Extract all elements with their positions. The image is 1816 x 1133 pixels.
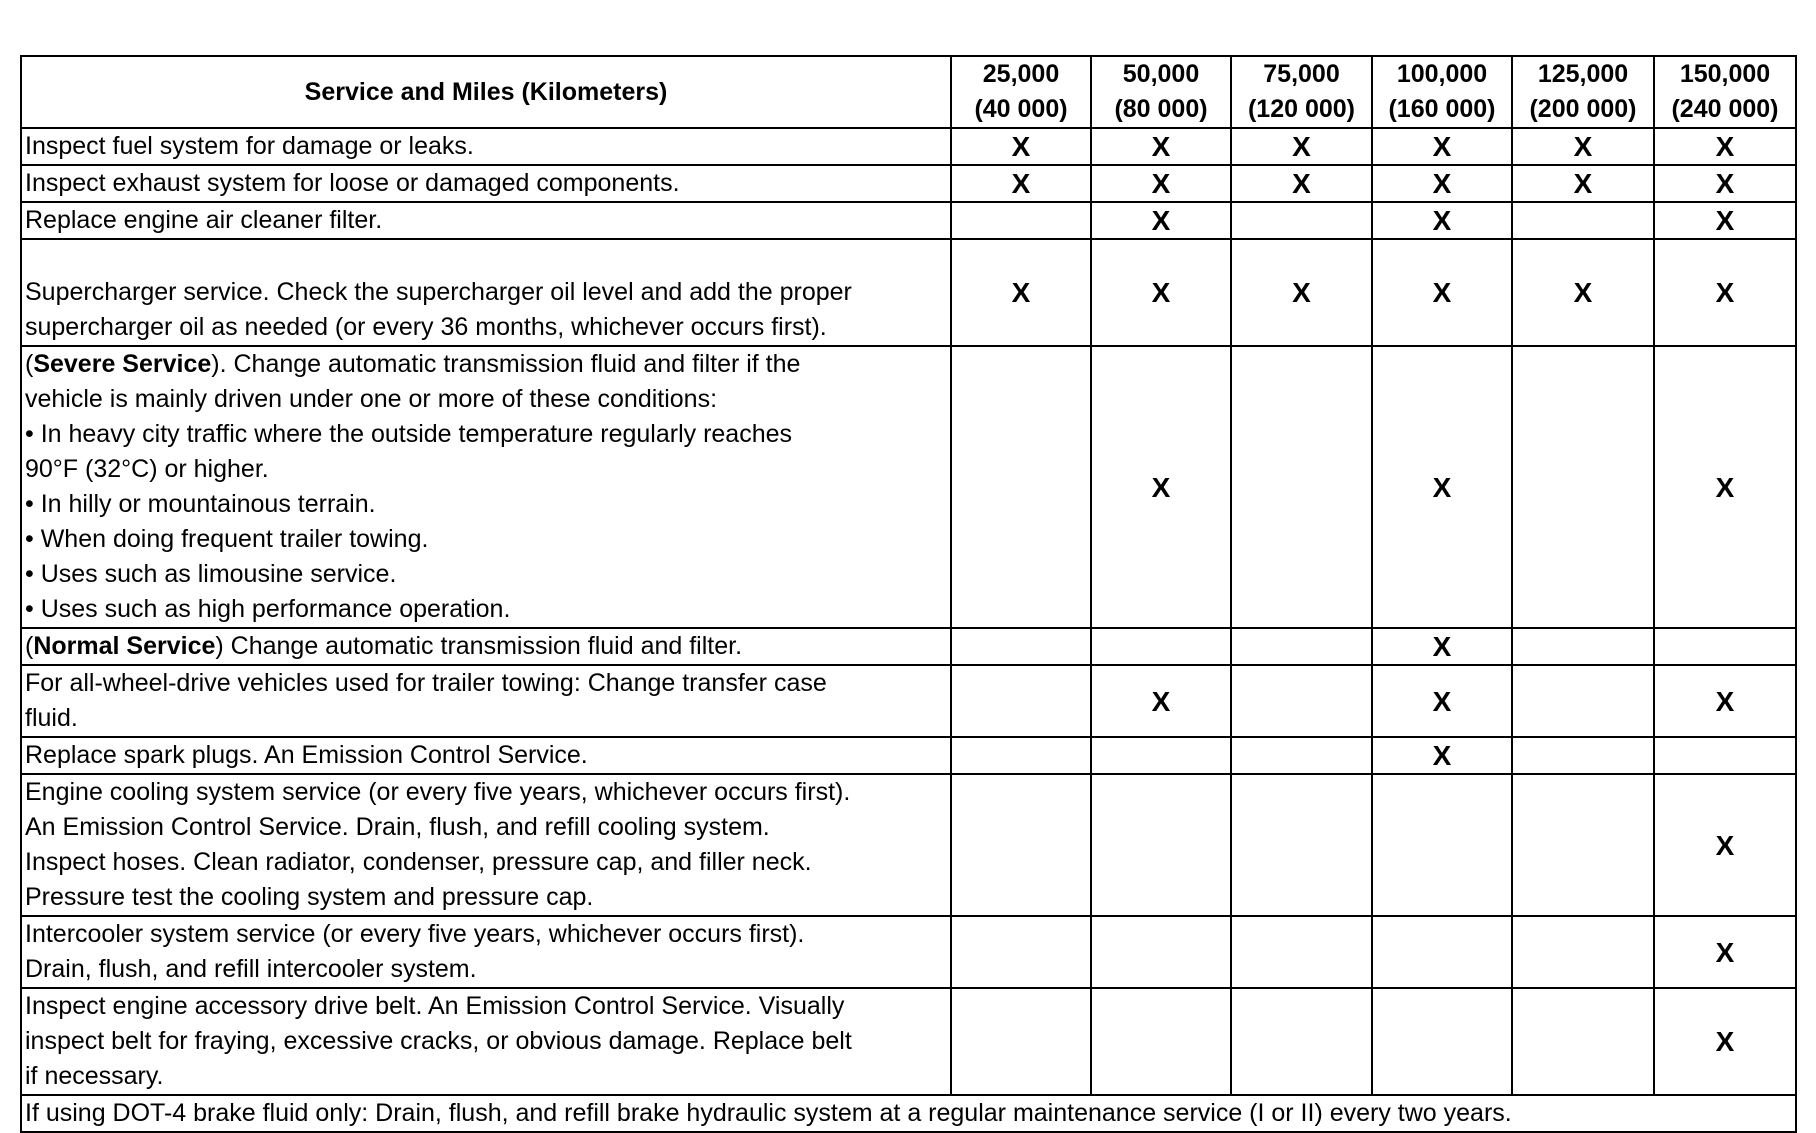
description-line: supercharger oil as needed (or every 36 months, whichever occurs first). <box>25 313 827 341</box>
empty-cell <box>1231 628 1372 665</box>
service-description <box>21 916 951 988</box>
service-required-mark: X <box>1654 774 1796 916</box>
table-row <box>21 916 1796 988</box>
service-description <box>21 239 951 346</box>
service-description <box>21 628 951 665</box>
interval-miles: 25,000 <box>982 60 1060 88</box>
table-row <box>21 774 1796 916</box>
interval-header <box>1091 56 1231 128</box>
description-line: Inspect hoses. Clean radiator, condenser, pressure cap, and filler neck. <box>25 848 812 876</box>
description-line: Inspect fuel system for damage or leaks. <box>25 132 474 160</box>
service-description <box>21 988 951 1095</box>
service-required-mark: X <box>1512 239 1654 346</box>
interval-header <box>1372 56 1512 128</box>
maintenance-schedule-table <box>20 55 1797 1133</box>
service-required-mark: X <box>951 165 1091 202</box>
description-line: inspect belt for fraying, excessive cracks, or obvious damage. Replace belt <box>25 1027 852 1055</box>
description-line: 90°F (32°C) or higher. <box>25 455 269 483</box>
table-row <box>21 988 1796 1095</box>
service-description <box>21 665 951 737</box>
description-line: • In heavy city traffic where the outside temperature regularly reaches <box>25 420 793 448</box>
service-required-mark: X <box>1091 202 1231 239</box>
empty-cell <box>951 665 1091 737</box>
service-description <box>21 346 951 628</box>
service-required-mark: X <box>1372 202 1512 239</box>
empty-cell <box>1512 628 1654 665</box>
service-required-mark: X <box>1372 128 1512 165</box>
empty-cell <box>1091 774 1231 916</box>
service-description <box>21 202 951 239</box>
service-required-mark: X <box>951 239 1091 346</box>
description-line: • In hilly or mountainous terrain. <box>25 490 376 518</box>
description-line: Replace spark plugs. An Emission Control Service. <box>25 741 588 769</box>
footer-row <box>21 1095 1796 1132</box>
interval-miles: 100,000 <box>1396 60 1488 88</box>
service-required-mark: X <box>1654 916 1796 988</box>
interval-km: (240 000) <box>1671 95 1779 123</box>
interval-km: (120 000) <box>1247 95 1356 123</box>
service-required-mark: X <box>1372 165 1512 202</box>
service-required-mark: X <box>951 128 1091 165</box>
table-row <box>21 165 1796 202</box>
description-line: Replace engine air cleaner filter. <box>25 206 383 234</box>
service-required-mark: X <box>1372 346 1512 628</box>
description-line <box>25 240 947 275</box>
description-line: Engine cooling system service (or every five years, whichever occurs first). <box>25 778 851 806</box>
interval-miles: 50,000 <box>1122 60 1200 88</box>
service-required-mark: X <box>1654 346 1796 628</box>
empty-cell <box>1372 774 1512 916</box>
service-required-mark: X <box>1091 165 1231 202</box>
empty-cell <box>1512 737 1654 774</box>
description-line: Inspect engine accessory drive belt. An Emission Control Service. Visually <box>25 992 845 1020</box>
brake-fluid-note: If using DOT-4 brake fluid only: Drain, flush, and refill brake hydraulic system at a regular maintenance service (I or II) every two years. <box>21 1095 1796 1132</box>
interval-km: (80 000) <box>1114 95 1208 123</box>
description-line: vehicle is mainly driven under one or more of these conditions: <box>25 385 718 413</box>
service-required-mark: X <box>1231 128 1372 165</box>
empty-cell <box>1091 737 1231 774</box>
service-required-mark: X <box>1654 665 1796 737</box>
service-description <box>21 128 951 165</box>
description-line: Inspect exhaust system for loose or damaged components. <box>25 169 680 197</box>
empty-cell <box>951 988 1091 1095</box>
empty-cell <box>1231 737 1372 774</box>
interval-header <box>1231 56 1372 128</box>
service-description <box>21 774 951 916</box>
empty-cell <box>1091 988 1231 1095</box>
description-line: • Uses such as limousine service. <box>25 560 397 588</box>
interval-km: (200 000) <box>1529 95 1637 123</box>
table-row <box>21 737 1796 774</box>
table-row <box>21 628 1796 665</box>
service-required-mark: X <box>1091 346 1231 628</box>
description-line: An Emission Control Service. Drain, flush, and refill cooling system. <box>25 813 770 841</box>
empty-cell <box>951 737 1091 774</box>
empty-cell <box>1512 665 1654 737</box>
description-line: (Severe Service). Change automatic transmission fluid and filter if the <box>25 350 801 378</box>
service-required-mark: X <box>1231 165 1372 202</box>
empty-cell <box>1231 916 1372 988</box>
empty-cell <box>1231 665 1372 737</box>
table-row <box>21 128 1796 165</box>
description-line: Drain, flush, and refill intercooler system. <box>25 955 477 983</box>
empty-cell <box>951 346 1091 628</box>
empty-cell <box>1231 774 1372 916</box>
empty-cell <box>1512 346 1654 628</box>
empty-cell <box>1231 988 1372 1095</box>
description-line: For all-wheel-drive vehicles used for trailer towing: Change transfer case <box>25 669 827 697</box>
description-line: if necessary. <box>25 1062 164 1090</box>
empty-cell <box>951 774 1091 916</box>
table-row <box>21 665 1796 737</box>
empty-cell <box>1512 774 1654 916</box>
empty-cell <box>1231 202 1372 239</box>
empty-cell <box>1091 628 1231 665</box>
service-required-mark: X <box>1654 165 1796 202</box>
empty-cell <box>1512 916 1654 988</box>
empty-cell <box>1091 916 1231 988</box>
service-required-mark: X <box>1512 165 1654 202</box>
empty-cell <box>1372 916 1512 988</box>
interval-miles: 75,000 <box>1263 60 1340 88</box>
empty-cell <box>1512 202 1654 239</box>
service-required-mark: X <box>1091 239 1231 346</box>
description-line: Intercooler system service (or every five years, whichever occurs first). <box>25 920 805 948</box>
empty-cell <box>1654 628 1796 665</box>
service-required-mark: X <box>1091 665 1231 737</box>
service-header: Service and Miles (Kilometers) <box>21 56 951 128</box>
service-required-mark: X <box>1372 665 1512 737</box>
description-line: Pressure test the cooling system and pressure cap. <box>25 883 594 911</box>
empty-cell <box>951 628 1091 665</box>
interval-miles: 150,000 <box>1679 60 1771 88</box>
description-line: Supercharger service. Check the supercharger oil level and add the proper <box>25 278 852 306</box>
service-description <box>21 737 951 774</box>
service-required-mark: X <box>1372 628 1512 665</box>
table-row <box>21 239 1796 346</box>
service-required-mark: X <box>1372 737 1512 774</box>
interval-miles: 125,000 <box>1537 60 1629 88</box>
table-row <box>21 346 1796 628</box>
service-description <box>21 165 951 202</box>
interval-km: (40 000) <box>974 95 1068 123</box>
service-type-label: Normal Service <box>33 632 216 660</box>
service-required-mark: X <box>1372 239 1512 346</box>
service-required-mark: X <box>1654 988 1796 1095</box>
empty-cell <box>1372 988 1512 1095</box>
service-required-mark: X <box>1231 239 1372 346</box>
interval-km: (160 000) <box>1388 95 1496 123</box>
description-line: (Normal Service) Change automatic transmission fluid and filter. <box>25 632 743 660</box>
empty-cell <box>1231 346 1372 628</box>
service-required-mark: X <box>1654 202 1796 239</box>
interval-header <box>1654 56 1796 128</box>
service-required-mark: X <box>1512 128 1654 165</box>
service-required-mark: X <box>1091 128 1231 165</box>
interval-header <box>951 56 1091 128</box>
description-line: • Uses such as high performance operation. <box>25 595 511 623</box>
header-row <box>21 56 1796 128</box>
empty-cell <box>951 202 1091 239</box>
empty-cell <box>1512 988 1654 1095</box>
empty-cell <box>951 916 1091 988</box>
service-type-label: Severe Service <box>33 350 212 378</box>
interval-header <box>1512 56 1654 128</box>
description-line: • When doing frequent trailer towing. <box>25 525 429 553</box>
empty-cell <box>1654 737 1796 774</box>
service-required-mark: X <box>1654 239 1796 346</box>
service-required-mark: X <box>1654 128 1796 165</box>
table-row <box>21 202 1796 239</box>
description-line: fluid. <box>25 704 78 732</box>
